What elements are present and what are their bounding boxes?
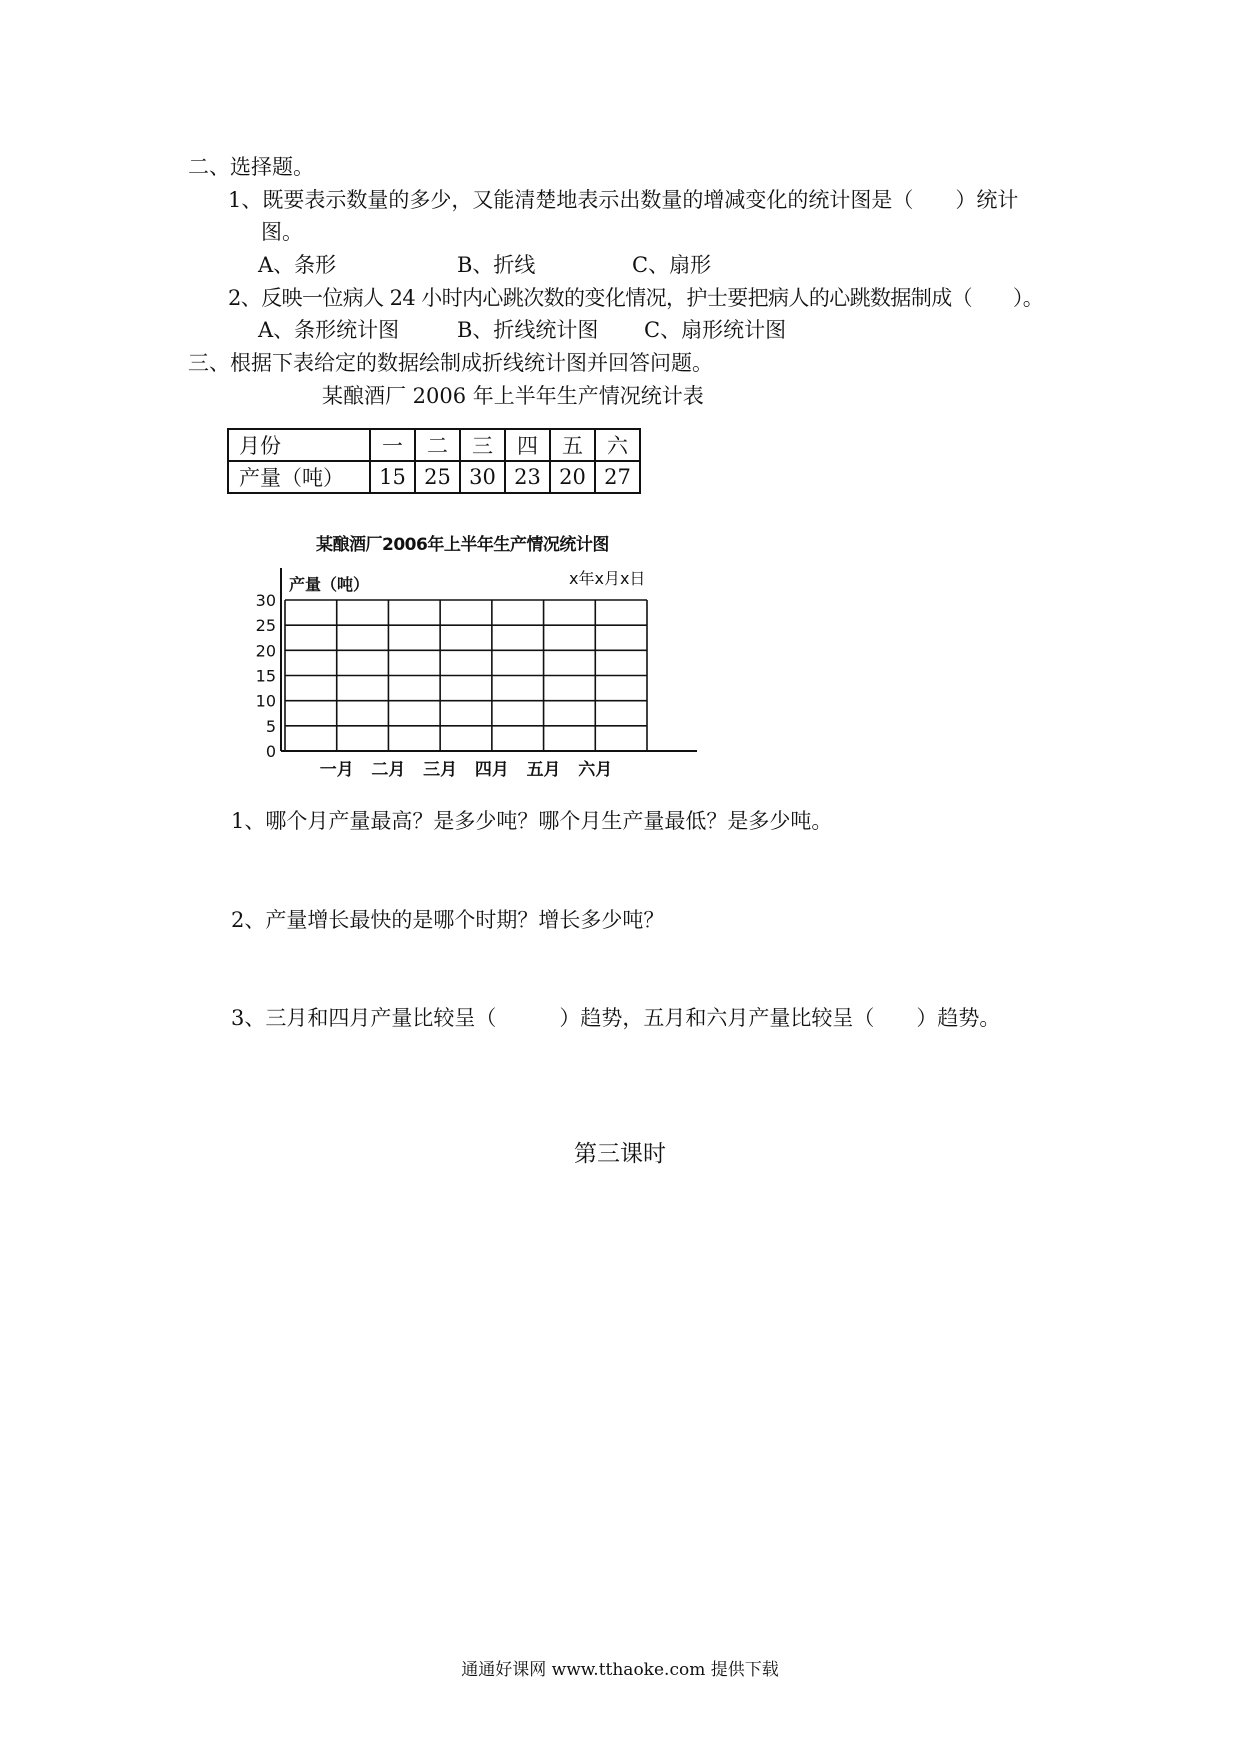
x-tick-label: 五月: [526, 760, 561, 780]
table-header-output: 产量（吨）: [228, 461, 370, 493]
table-cell-value: 30: [460, 461, 505, 493]
table-cell-value: 27: [595, 461, 640, 493]
y-tick-label: 15: [255, 666, 276, 686]
chart-title: 某酿酒厂2006年上半年生产情况统计图: [316, 535, 609, 555]
table-title: 某酿酒厂 2006 年上半年生产情况统计表: [322, 384, 704, 408]
table-cell-month: 六: [595, 429, 640, 461]
x-tick-label: 一月: [319, 760, 354, 780]
table-cell-month: 三: [460, 429, 505, 461]
answer-question-3: 3、三月和四月产量比较呈（ ）趋势，五月和六月产量比较呈（ ）趋势。: [231, 1006, 1001, 1030]
chart-y-axis-label: 产量（吨）: [289, 575, 370, 594]
footer-text: 通通好课网 www.tthaoke.com 提供下载: [461, 1660, 779, 1680]
table-cell-month: 五: [550, 429, 595, 461]
y-tick-label: 0: [265, 742, 276, 761]
y-tick-label: 20: [255, 641, 276, 661]
answer-question-1: 1、哪个月产量最高？是多少吨？哪个月生产量最低？是多少吨。: [231, 809, 833, 833]
table-cell-value: 23: [505, 461, 550, 493]
q1-option-b: B、折线: [457, 253, 536, 277]
x-tick-label: 四月: [474, 760, 509, 780]
section-2-heading: 二、选择题。: [188, 155, 314, 179]
table-cell-month: 一: [370, 429, 415, 461]
q2-option-c: C、扇形统计图: [644, 318, 787, 342]
x-tick-label: 三月: [423, 760, 458, 780]
table-cell-value: 15: [370, 461, 415, 493]
table-cell-value: 20: [550, 461, 595, 493]
question-1-line-2: 图。: [261, 220, 303, 244]
q2-option-b: B、折线统计图: [457, 318, 599, 342]
q2-option-a: A、条形统计图: [258, 318, 400, 342]
lesson-title: 第三课时: [574, 1141, 666, 1167]
table-cell-value: 25: [415, 461, 460, 493]
chart-date-note: x年x月x日: [569, 569, 646, 588]
y-tick-label: 30: [255, 591, 276, 610]
x-tick-label: 二月: [371, 760, 406, 780]
table-header-month: 月份: [228, 429, 370, 461]
question-1-line-1: 1、既要表示数量的多少，又能清楚地表示出数量的增减变化的统计图是（ ）统计: [228, 188, 1019, 212]
y-tick-label: 10: [255, 691, 276, 711]
y-tick-label: 25: [255, 616, 276, 636]
y-tick-label: 5: [265, 716, 276, 736]
table-cell-month: 二: [415, 429, 460, 461]
q1-option-a: A、条形: [258, 253, 337, 277]
q1-option-c: C、扇形: [632, 253, 712, 277]
question-2: 2、反映一位病人 24 小时内心跳次数的变化情况，护士要把病人的心跳数据制成（ ）。: [228, 286, 1044, 310]
table-cell-month: 四: [505, 429, 550, 461]
answer-question-2: 2、产量增长最快的是哪个时期？增长多少吨？: [231, 908, 665, 932]
x-tick-label: 六月: [578, 760, 613, 780]
section-3-heading: 三、根据下表给定的数据绘制成折线统计图并回答问题。: [188, 351, 713, 375]
